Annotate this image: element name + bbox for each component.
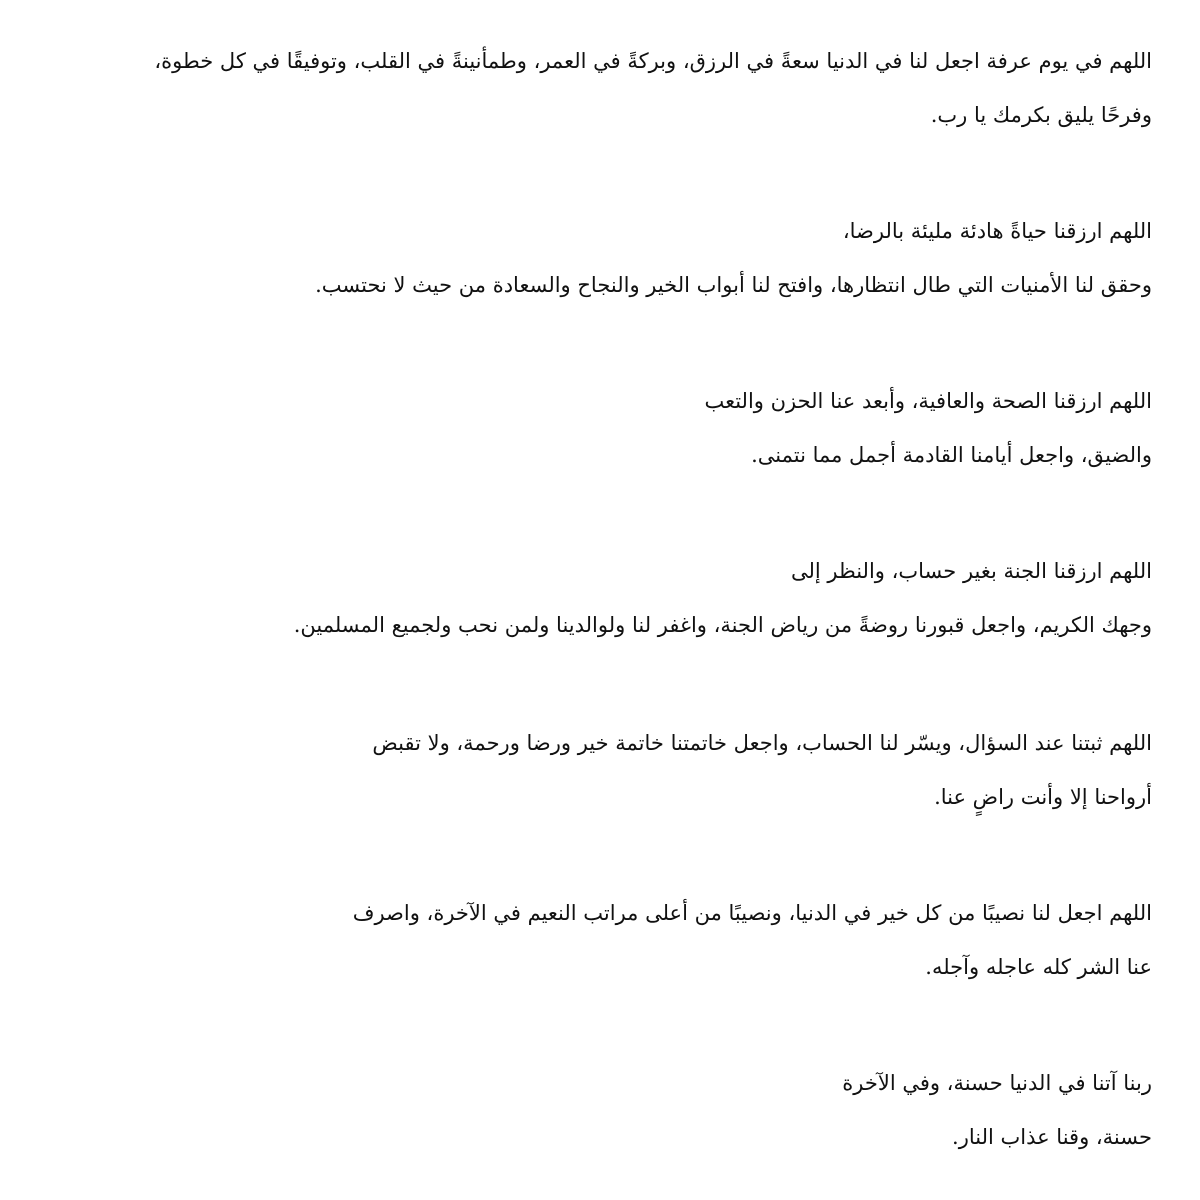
dua-paragraph-2: [315, 204, 1152, 312]
paragraph-line: اللهم اجعل لنا نصيبًا من كل خير في الدنيا، ونصيبًا من أعلى مراتب النعيم في الآخرة، واصرف: [352, 901, 1152, 925]
paragraph-line: اللهم ارزقنا حياةً هادئة مليئة بالرضا،: [842, 219, 1152, 243]
paragraph-line: اللهم ارزقنا الصحة والعافية، وأبعد عنا الحزن والتعب: [704, 389, 1152, 413]
paragraph-line: اللهم ارزقنا الجنة بغير حساب، والنظر إلى: [791, 559, 1152, 583]
paragraph-line: والضيق، واجعل أيامنا القادمة أجمل مما نتمنى.: [751, 443, 1152, 467]
paragraph-line: أرواحنا إلا وأنت راضٍ عنا.: [934, 785, 1152, 809]
paragraph-line: وحقق لنا الأمنيات التي طال انتظارها، وافتح لنا أبواب الخير والنجاح والسعادة من حيث لا نحتسب.: [315, 273, 1152, 297]
paragraph-line: ربنا آتنا في الدنيا حسنة، وفي الآخرة: [842, 1071, 1152, 1095]
dua-paragraph-6: [353, 886, 1152, 994]
paragraph-line: اللهم ثبتنا عند السؤال، ويسّر لنا الحساب، واجعل خاتمتنا خاتمة خير ورضا ورحمة، ولا تقبض: [372, 731, 1152, 755]
paragraph-line: اللهم في يوم عرفة اجعل لنا في الدنيا سعةً في الرزق، وبركةً في العمر، وطمأنينةً في القلب، وتوفيقًا في كل خطوة،: [154, 49, 1152, 73]
paragraph-line: عنا الشر كله عاجله وآجله.: [925, 955, 1152, 979]
dua-paragraph-7: [842, 1056, 1152, 1164]
dua-paragraph-1: [154, 34, 1152, 142]
dua-paragraph-4: [294, 544, 1152, 652]
paragraph-line: وفرحًا يليق بكرمك يا رب.: [930, 103, 1152, 127]
paragraph-line: وجهك الكريم، واجعل قبورنا روضةً من رياض الجنة، واغفر لنا ولوالدينا ولمن نحب ولجميع المسلمين.: [293, 613, 1152, 637]
dua-paragraph-3: [704, 374, 1152, 482]
dua-paragraph-5: [372, 716, 1152, 824]
paragraph-line: حسنة، وقنا عذاب النار.: [952, 1125, 1152, 1149]
